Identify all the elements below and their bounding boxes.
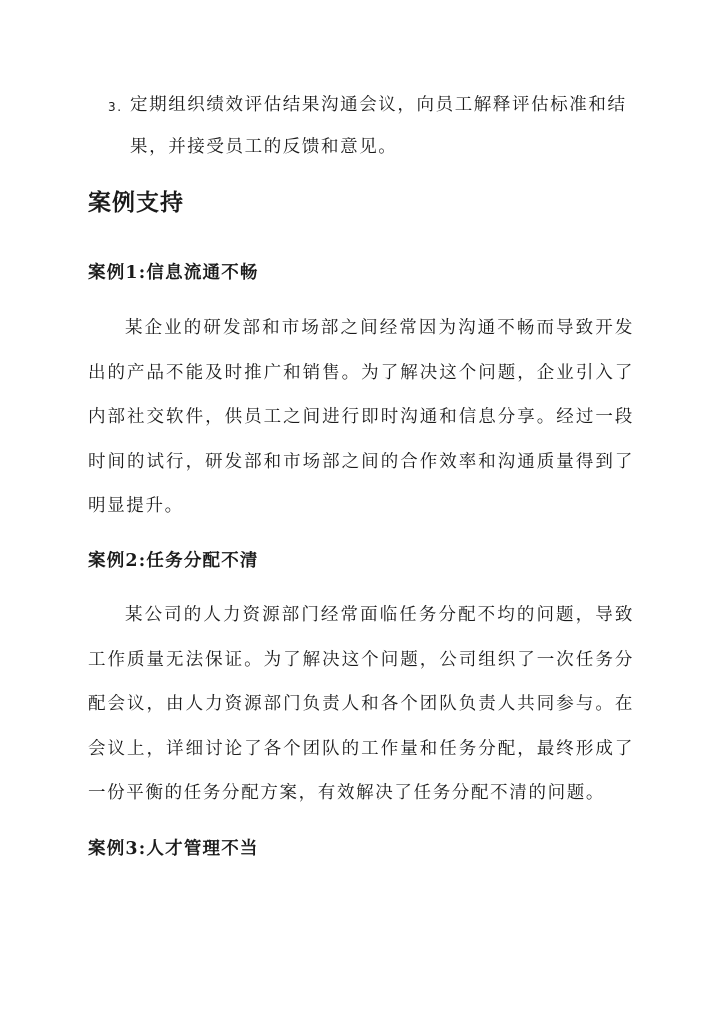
list-item-text-line-2: 果，并接受员工的反馈和意见。 (130, 137, 398, 157)
list-item-text-line-1: 定期组织绩效评估结果沟通会议，向员工解释评估标准和结 (130, 95, 627, 115)
case-2-heading: 案例2:任务分配不清 (88, 551, 259, 571)
case-1-heading: 案例1:信息流通不畅 (88, 263, 259, 283)
section-heading: 案例支持 (88, 189, 184, 216)
list-item (108, 84, 638, 168)
case-2-paragraph: 某公司的人力资源部门经常面临任务分配不均的问题，导致工作质量无法保证。为了解决这个问题，公司组织了一次任务分配会议，由人力资源部门负责人和各个团队负责人共同参与。在会议上，详细讨论了各个团队的工作量和任务分配，最终形成了一份平衡的任务分配方案，有效解决了任务分配不清的问题。 (88, 605, 634, 804)
case-1-paragraph: 某企业的研发部和市场部之间经常因为沟通不畅而导致开发出的产品不能及时推广和销售。为了解决这个问题，企业引入了内部社交软件，供员工之间进行即时沟通和信息分享。经过一段时间的试行，研发部和市场部之间的合作效率和沟通质量得到了明显提升。 (88, 318, 634, 517)
list-number: 3. (108, 100, 123, 114)
case-3-heading: 案例3:人才管理不当 (88, 839, 259, 859)
